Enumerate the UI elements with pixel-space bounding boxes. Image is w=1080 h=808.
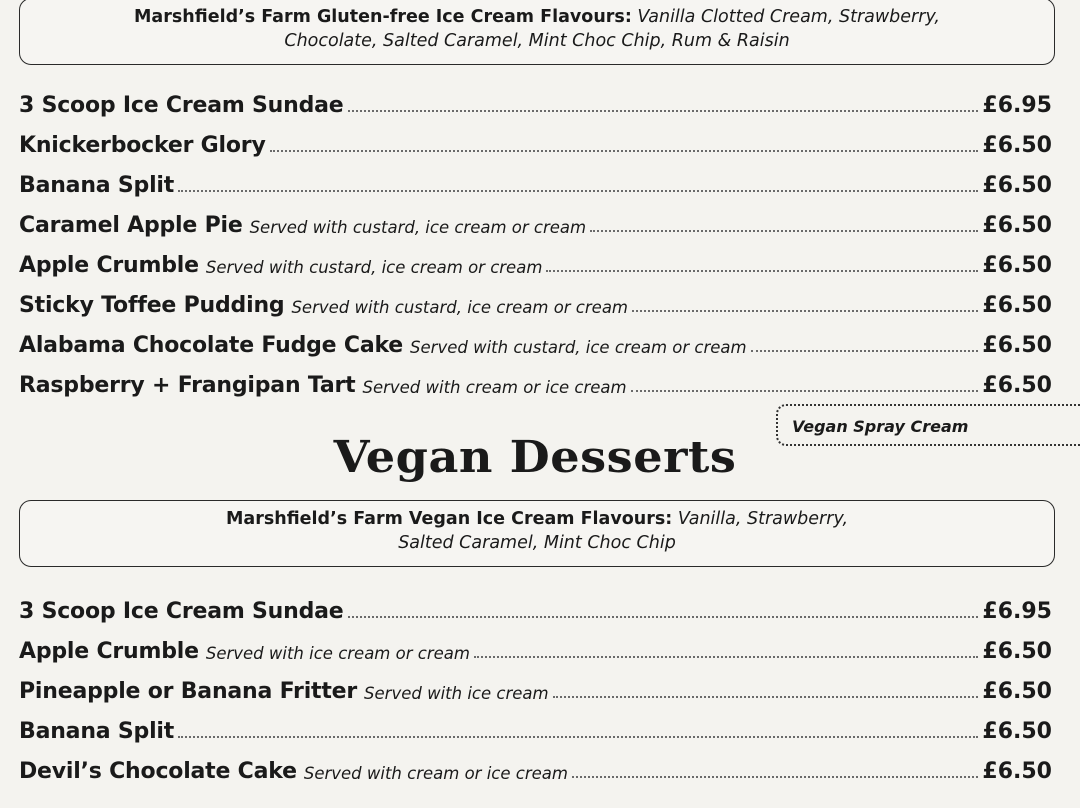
dot-leader: [348, 110, 979, 112]
menu-item-vegan-4: [19, 752, 1052, 784]
dot-leader: [590, 230, 978, 232]
dot-leader: [751, 350, 979, 352]
dot-leader: [632, 310, 978, 312]
item-description: Served with cream or ice cream: [303, 764, 568, 783]
item-price: £6.50: [982, 213, 1052, 238]
gluten-free-flavours-label: Marshfield’s Farm Gluten-free Ice Cream Flavours:: [134, 7, 632, 27]
vegan-desserts-heading: Vegan Desserts: [333, 432, 737, 483]
gluten-free-flavours-line1: Vanilla Clotted Cream, Strawberry,: [637, 7, 940, 27]
item-name: Raspberry + Frangipan Tart: [19, 373, 356, 398]
vegan-flavours-label: Marshfield’s Farm Vegan Ice Cream Flavours:: [225, 509, 673, 529]
menu-item-vegan-0: [19, 592, 1052, 624]
dot-leader: [270, 150, 979, 152]
dot-leader: [474, 656, 978, 658]
vegan-spray-cream-tag: Vegan Spray Cream: [776, 404, 1080, 446]
item-description: Served with ice cream: [364, 684, 549, 703]
gluten-free-flavours-line2: Chocolate, Salted Caramel, Mint Choc Chip, Rum & Raisin: [284, 31, 790, 51]
item-price: £6.50: [982, 293, 1052, 318]
item-description: Served with custard, ice cream or cream: [249, 218, 587, 237]
dot-leader: [572, 776, 978, 778]
item-price: £6.50: [982, 333, 1052, 358]
menu-item-gf-3: [19, 206, 1052, 238]
dot-leader: [631, 390, 979, 392]
item-name: Pineapple or Banana Fritter: [19, 679, 358, 704]
vegan-flavours-line1: Vanilla, Strawberry,: [677, 509, 849, 529]
menu-item-vegan-1: [19, 632, 1052, 664]
item-name: 3 Scoop Ice Cream Sundae: [19, 599, 344, 624]
item-price: £6.50: [982, 373, 1052, 398]
menu-item-gf-0: [19, 86, 1052, 118]
menu-item-gf-1: [19, 126, 1052, 158]
item-name: Apple Crumble: [19, 253, 199, 278]
item-price: £6.50: [982, 719, 1052, 744]
item-name: Alabama Chocolate Fudge Cake: [19, 333, 404, 358]
dot-leader: [546, 270, 978, 272]
menu-item-gf-7: [19, 366, 1052, 398]
menu-item-gf-2: [19, 166, 1052, 198]
item-description: Served with ice cream or cream: [205, 644, 470, 663]
gluten-free-flavours-box: [19, 0, 1055, 65]
item-name: Apple Crumble: [19, 639, 199, 664]
item-price: £6.95: [982, 599, 1052, 624]
menu-item-vegan-2: [19, 672, 1052, 704]
item-name: Devil’s Chocolate Cake: [19, 759, 297, 784]
dot-leader: [178, 736, 978, 738]
item-name: 3 Scoop Ice Cream Sundae: [19, 93, 344, 118]
menu-item-gf-4: [19, 246, 1052, 278]
vegan-flavours-box: [19, 500, 1055, 567]
item-description: Served with custard, ice cream or cream: [291, 298, 629, 317]
item-description: Served with custard, ice cream or cream: [205, 258, 543, 277]
item-name: Sticky Toffee Pudding: [19, 293, 285, 318]
menu-item-gf-5: [19, 286, 1052, 318]
item-name: Banana Split: [19, 719, 175, 744]
item-price: £6.50: [982, 173, 1052, 198]
dot-leader: [553, 696, 979, 698]
item-price: £6.95: [982, 93, 1052, 118]
item-price: £6.50: [982, 679, 1052, 704]
menu-item-gf-6: [19, 326, 1052, 358]
item-price: £6.50: [982, 639, 1052, 664]
dot-leader: [178, 190, 978, 192]
item-price: £6.50: [982, 253, 1052, 278]
item-price: £6.50: [982, 759, 1052, 784]
dot-leader: [348, 616, 979, 618]
item-name: Banana Split: [19, 173, 175, 198]
vegan-flavours-line2: Salted Caramel, Mint Choc Chip: [398, 533, 676, 553]
item-name: Knickerbocker Glory: [19, 133, 266, 158]
item-price: £6.50: [982, 133, 1052, 158]
menu-item-vegan-3: [19, 712, 1052, 744]
item-description: Served with custard, ice cream or cream: [410, 338, 747, 357]
item-name: Caramel Apple Pie: [19, 213, 243, 238]
item-description: Served with cream or ice cream: [362, 378, 627, 397]
